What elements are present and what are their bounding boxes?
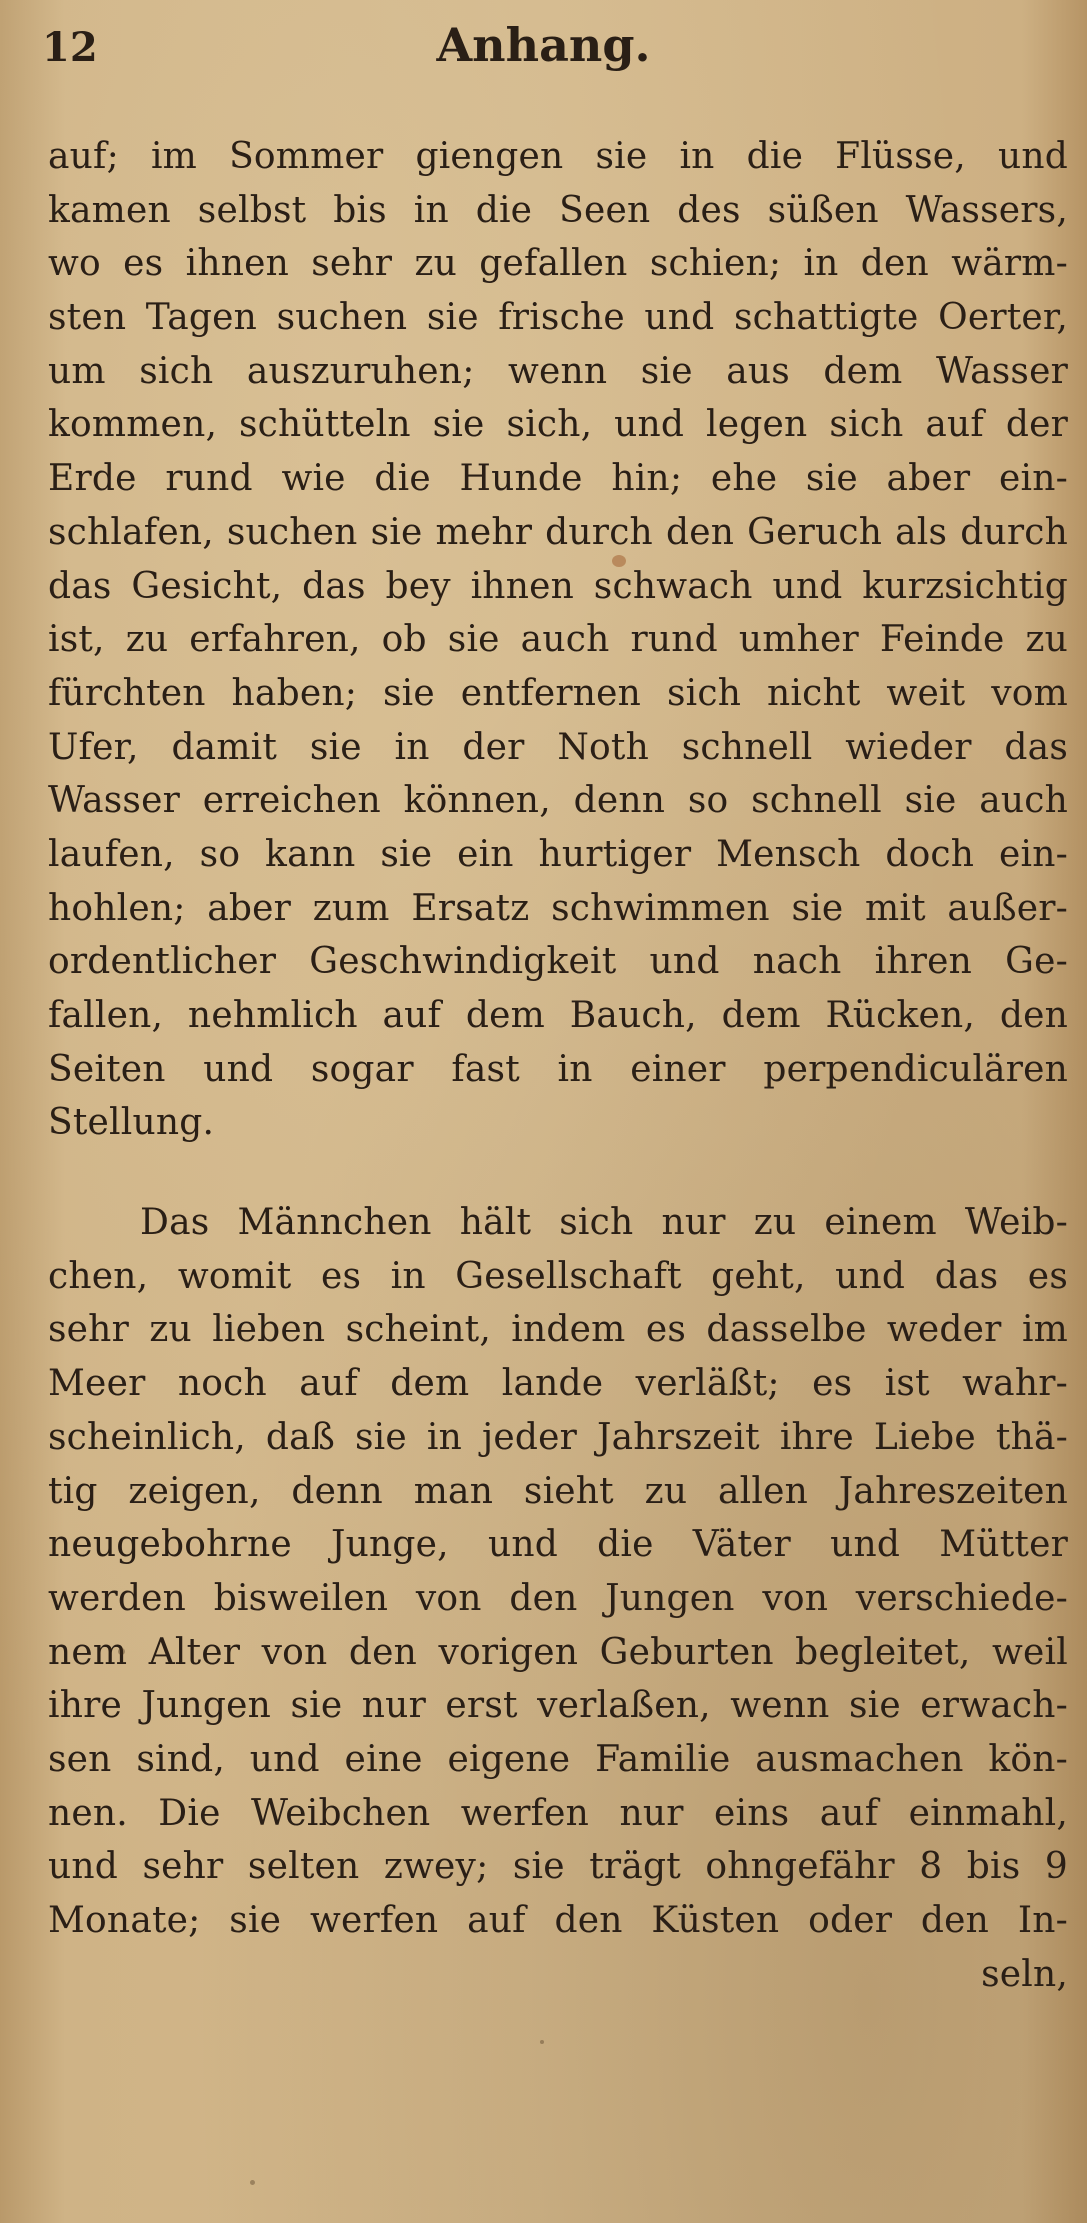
page-header xyxy=(0,18,1087,98)
paper-speck xyxy=(540,2040,544,2044)
text-line: ihre Jungen sie nur erst verlaßen, wenn sie erwach- xyxy=(48,1685,1068,1727)
text-line: Stellung. xyxy=(48,1102,215,1144)
text-line: auf; im Sommer giengen sie in die Flüsse, und xyxy=(48,136,1068,177)
text-line: das Gesicht, das bey ihnen schwach und kurzsichtig xyxy=(48,565,1068,607)
paper-speck xyxy=(250,2180,255,2185)
text-line: Erde rund wie die Hunde hin; ehe sie aber ein- xyxy=(48,458,1068,500)
text-line: Monate; sie werfen auf den Küsten oder den In- xyxy=(48,1900,1068,1941)
paper-speck xyxy=(612,555,626,567)
text-line: und sehr selten zwey; sie trägt ohngefähr 8 bis 9 xyxy=(48,1846,1068,1888)
text-line: kommen, schütteln sie sich, und legen sich auf der xyxy=(48,404,1068,446)
text-line: Das Männchen hält sich nur zu einem Weib- xyxy=(140,1202,1068,1244)
text-line: nen. Die Weibchen werfen nur eins auf einmahl, xyxy=(48,1792,1068,1834)
text-line: Meer noch auf dem lande verläßt; es ist wahr- xyxy=(48,1363,1068,1405)
running-head: Anhang. xyxy=(436,18,651,72)
text-line: ordentlicher Geschwindigkeit und nach ihren Ge- xyxy=(48,941,1068,983)
text-line: sehr zu lieben scheint, indem es dasselbe weder im xyxy=(48,1309,1068,1351)
catchword: seln, xyxy=(981,1953,1068,1995)
page-number: 12 xyxy=(42,24,98,71)
paper-speck xyxy=(980,1210,984,1214)
text-line: Seiten und sogar fast in einer perpendiculären xyxy=(48,1048,1068,1090)
text-line: wo es ihnen sehr zu gefallen schien; in den wärm- xyxy=(48,243,1068,285)
text-line: tig zeigen, denn man sieht zu allen Jahreszeiten xyxy=(48,1470,1068,1512)
text-line: hohlen; aber zum Ersatz schwimmen sie mit außer- xyxy=(48,887,1068,929)
text-line: ist, zu erfahren, ob sie auch rund umher Feinde zu xyxy=(48,619,1068,661)
body-text xyxy=(48,130,1068,2001)
text-line: werden bisweilen von den Jungen von verschiede- xyxy=(48,1577,1068,1619)
text-line: sen sind, und eine eigene Familie ausmachen kön- xyxy=(48,1738,1068,1780)
text-line: chen, womit es in Gesellschaft geht, und das es xyxy=(48,1255,1068,1297)
text-line: fürchten haben; sie entfernen sich nicht weit vom xyxy=(48,672,1068,714)
text-line: laufen, so kann sie ein hurtiger Mensch doch ein- xyxy=(48,833,1068,875)
text-line: fallen, nehmlich auf dem Bauch, dem Rücken, den xyxy=(48,995,1068,1036)
paragraph-1 xyxy=(48,130,1068,1150)
text-line: Wasser erreichen können, denn so schnell sie auch xyxy=(48,780,1068,822)
paragraph-gap xyxy=(48,1150,1068,1196)
text-line: sten Tagen suchen sie frische und schattigte Oerter, xyxy=(48,297,1068,339)
text-line: kamen selbst bis in die Seen des süßen Wassers, xyxy=(48,189,1068,231)
text-line: scheinlich, daß sie in jeder Jahrszeit ihre Liebe thä- xyxy=(48,1416,1068,1458)
paper-speck xyxy=(118,1648,125,1655)
text-line: nem Alter von den vorigen Geburten begleitet, weil xyxy=(48,1631,1068,1673)
text-line: neugebohrne Junge, und die Väter und Mütter xyxy=(48,1524,1068,1566)
text-line: um sich auszuruhen; wenn sie aus dem Wasser xyxy=(48,350,1068,392)
text-line: schlafen, suchen sie mehr durch den Geruch als durch xyxy=(48,511,1068,553)
text-line: Ufer, damit sie in der Noth schnell wieder das xyxy=(48,726,1068,768)
paragraph-2 xyxy=(48,1196,1068,1948)
